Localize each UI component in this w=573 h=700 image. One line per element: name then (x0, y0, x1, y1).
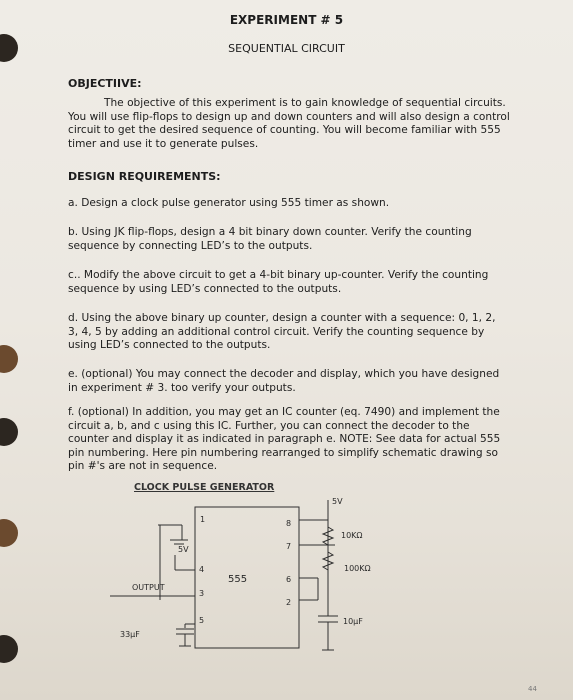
capacitor-10uf-label: 10µF (343, 617, 363, 626)
supply-label-left: 5V (178, 545, 189, 554)
requirement-item-d: d. Using the above binary up counter, design a counter with a sequence: 0, 1, 2, 3, 4, 5 by adding an additional control circuit. Verify the counting sequence by using LED’s connected to the outputs. (68, 312, 496, 352)
resistor-100k-label: 100KΩ (344, 564, 371, 573)
supply-label-right: 5V (332, 497, 343, 506)
pin-label: 3 (199, 589, 205, 598)
pin-label: 5 (199, 616, 205, 625)
schematic-title: CLOCK PULSE GENERATOR (134, 482, 275, 493)
requirement-item-c: c.. Modify the above circuit to get a 4-bit binary up-counter. Verify the counting sequence by using LED’s connected to the outputs. (68, 269, 489, 295)
objective-paragraph: The objective of this experiment is to gain knowledge of sequential circuits. You will use flip-flops to design up and down counters and will also design a control circuit to get the desired sequence of counting. You will become familiar with 555 timer and use it to generate pulses. (68, 97, 510, 150)
experiment-title: EXPERIMENT # 5 (229, 13, 344, 27)
capacitor-33uf-label: 33µF (120, 630, 140, 639)
output-label: OUTPUT (132, 583, 165, 592)
requirement-item-e: e. (optional) You may connect the decoder and display, which you have designed in experiment # 3. too verify your outputs. (68, 368, 500, 394)
design-requirements-heading: DESIGN REQUIREMENTS: (68, 170, 221, 183)
pin-label: 6 (286, 575, 292, 584)
ic-555-label: 555 (228, 574, 248, 585)
pin-label: 1 (200, 515, 206, 524)
pin-label: 4 (199, 565, 205, 574)
objective-heading: OBJECTIIVE: (68, 77, 142, 90)
requirement-item-f: f. (optional) In addition, you may get an IC counter (eq. 7490) and implement the circuit a, b, and c using this IC. Further, you can connect the decoder to the counter and display it as indicated in paragraph e. NOTE: See data for actual 555 pin numbering. Here pin numbering rearranged to simplify schematic drawing so pin #'s are not in sequence. (68, 406, 501, 473)
pin-label: 2 (286, 598, 292, 607)
requirement-item-a: a. Design a clock pulse generator using 555 timer as shown. (68, 197, 390, 209)
requirement-item-b: b. Using JK flip-flops, design a 4 bit binary down counter. Verify the counting sequence by connecting LED’s to the outputs. (68, 226, 472, 252)
pin-label: 7 (286, 542, 292, 551)
resistor-10k-label: 10KΩ (341, 531, 363, 540)
pin-label: 8 (286, 519, 292, 528)
page-number: 44 (528, 685, 537, 693)
experiment-subtitle: SEQUENTIAL CIRCUIT (228, 42, 345, 55)
